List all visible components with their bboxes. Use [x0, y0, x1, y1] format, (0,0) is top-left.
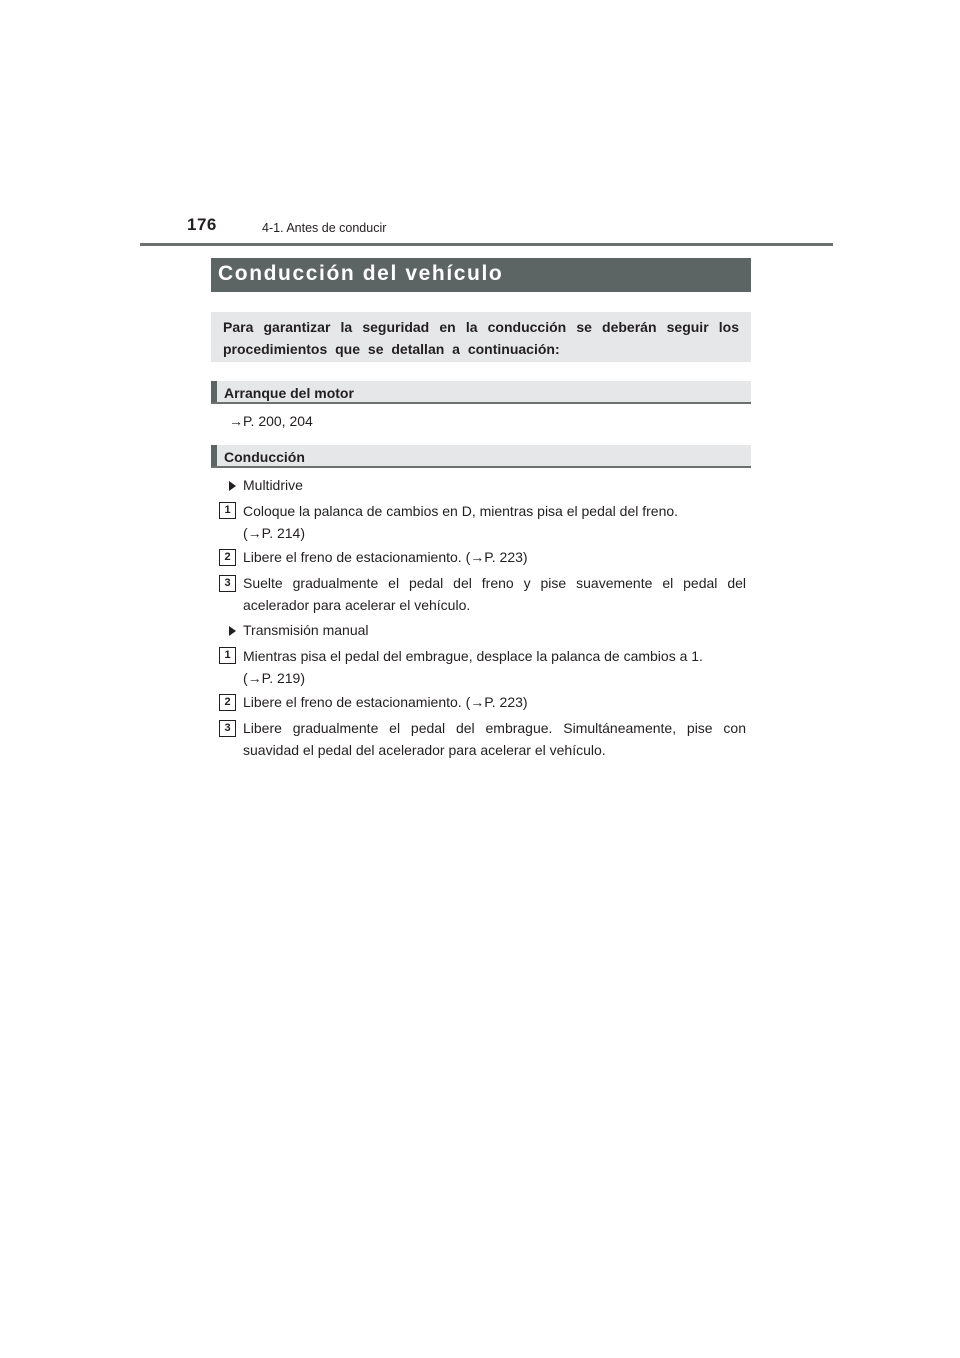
step-text: Libere gradualmente el pedal del embrague. Simultáneamente, pise con suavidad el pedal del acelerador para acelerar el vehículo. — [243, 720, 746, 758]
step-text — [243, 500, 746, 544]
step-number: 3 — [219, 720, 236, 737]
step-number: 3 — [219, 575, 236, 592]
step-number: 1 — [219, 502, 236, 519]
step-text: Libere el freno de estacionamiento. (→P. 223) — [243, 694, 528, 710]
step-page-ref: (→P. 214) — [243, 525, 305, 541]
step-text-body: Mientras pisa el pedal del embrague, desplace la palanca de cambios a 1. — [243, 648, 703, 664]
triangle-bullet-icon — [229, 626, 236, 636]
step-number: 2 — [219, 549, 236, 566]
subheading-accent — [211, 445, 217, 466]
step-text — [243, 645, 746, 689]
step-text: Libere el freno de estacionamiento. (→P. 223) — [243, 549, 528, 565]
variant-multidrive — [229, 477, 303, 493]
step-text: Suelte gradualmente el pedal del freno y pise suavemente el pedal del acelerador para acelerar el vehículo. — [243, 575, 746, 613]
subheading-accent — [211, 381, 217, 402]
triangle-bullet-icon — [229, 481, 236, 491]
subheading-driving — [211, 445, 751, 468]
step-number: 2 — [219, 694, 236, 711]
subheading-text: Arranque del motor — [224, 385, 354, 401]
engine-start-reference: →P. 200, 204 — [229, 413, 313, 429]
variant-label: Multidrive — [243, 477, 303, 493]
page-title: Conducción del vehículo — [211, 258, 751, 292]
step-page-ref: (→P. 219) — [243, 670, 305, 686]
subheading-engine-start — [211, 381, 751, 404]
variant-manual — [229, 622, 369, 638]
variant-label: Transmisión manual — [243, 622, 369, 638]
subheading-text: Conducción — [224, 449, 305, 465]
step-text-body: Coloque la palanca de cambios en D, mientras pisa el pedal del freno. — [243, 503, 679, 519]
intro-box: Para garantizar la seguridad en la conducción se deberán seguir los procedimientos que se detallan a continuación: — [211, 312, 751, 362]
header-rule — [140, 243, 833, 246]
page-number: 176 — [187, 215, 217, 234]
step-number: 1 — [219, 647, 236, 664]
section-label: 4-1. Antes de conducir — [262, 221, 387, 235]
